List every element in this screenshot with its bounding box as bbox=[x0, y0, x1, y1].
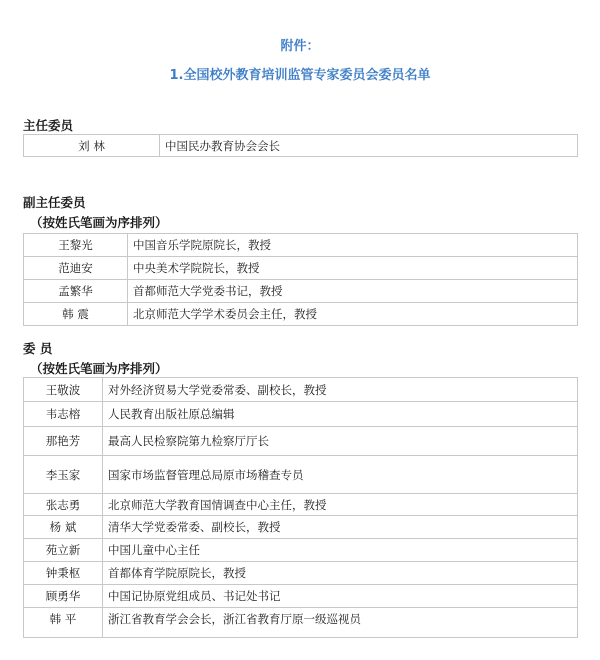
member-role: 中国记协原党组成员、书记处书记 bbox=[103, 585, 578, 608]
member-name: 李玉家 bbox=[24, 456, 103, 494]
table-row bbox=[24, 303, 578, 326]
attachment-label: 附件： bbox=[280, 39, 320, 54]
member-role: 对外经济贸易大学党委常委、副校长，教授 bbox=[103, 378, 578, 402]
member-role: 北京师范大学教育国情调查中心主任，教授 bbox=[103, 494, 578, 516]
member-name: 杨 斌 bbox=[24, 516, 103, 539]
member-role: 浙江省教育学会会长，浙江省教育厅原一级巡视员 bbox=[103, 608, 578, 638]
table-row bbox=[24, 539, 578, 562]
member-role: 中国音乐学院原院长，教授 bbox=[128, 234, 578, 257]
member-name: 王敬波 bbox=[24, 378, 103, 402]
vice-chair-heading: 副主任委员 bbox=[23, 195, 86, 210]
member-name: 苑立新 bbox=[24, 539, 103, 562]
table-row bbox=[24, 456, 578, 494]
member-role: 中国儿童中心主任 bbox=[103, 539, 578, 562]
member-name: 顾勇华 bbox=[24, 585, 103, 608]
member-name: 张志勇 bbox=[24, 494, 103, 516]
member-name: 范迪安 bbox=[24, 257, 128, 280]
table-row bbox=[24, 257, 578, 280]
table-row bbox=[24, 234, 578, 257]
document-title: 1.全国校外教育培训监管专家委员会委员名单 bbox=[169, 68, 431, 83]
member-role: 首都师范大学党委书记，教授 bbox=[128, 280, 578, 303]
table-row bbox=[24, 378, 578, 402]
members-heading: 委 员 bbox=[23, 341, 53, 356]
table-row bbox=[24, 608, 578, 638]
vice-chair-sort-note: （按姓氏笔画为序排列） bbox=[30, 215, 168, 230]
members-sort-note: （按姓氏笔画为序排列） bbox=[30, 361, 168, 376]
member-name: 孟繁华 bbox=[24, 280, 128, 303]
table-row bbox=[24, 516, 578, 539]
member-role: 北京师范大学学术委员会主任，教授 bbox=[128, 303, 578, 326]
table-row bbox=[24, 427, 578, 456]
table-row bbox=[24, 402, 578, 427]
members-table bbox=[23, 377, 578, 638]
member-name: 韩 平 bbox=[24, 608, 103, 638]
member-role: 中央美术学院院长，教授 bbox=[128, 257, 578, 280]
member-role: 清华大学党委常委、副校长，教授 bbox=[103, 516, 578, 539]
member-name: 钟秉枢 bbox=[24, 562, 103, 585]
table-row bbox=[24, 585, 578, 608]
member-name: 韦志榕 bbox=[24, 402, 103, 427]
vice-chair-table bbox=[23, 233, 578, 326]
table-row bbox=[24, 494, 578, 516]
member-name: 那艳芳 bbox=[24, 427, 103, 456]
member-name: 刘 林 bbox=[24, 135, 160, 157]
table-row bbox=[24, 562, 578, 585]
member-role: 最高人民检察院第九检察厅厅长 bbox=[103, 427, 578, 456]
member-name: 王黎光 bbox=[24, 234, 128, 257]
chair-heading: 主任委员 bbox=[23, 118, 74, 133]
table-row bbox=[24, 135, 578, 157]
table-row bbox=[24, 280, 578, 303]
member-role: 首都体育学院原院长，教授 bbox=[103, 562, 578, 585]
member-role: 人民教育出版社原总编辑 bbox=[103, 402, 578, 427]
chair-table bbox=[23, 134, 578, 157]
member-role: 国家市场监督管理总局原市场稽查专员 bbox=[103, 456, 578, 494]
member-name: 韩 震 bbox=[24, 303, 128, 326]
member-role: 中国民办教育协会会长 bbox=[160, 135, 578, 157]
